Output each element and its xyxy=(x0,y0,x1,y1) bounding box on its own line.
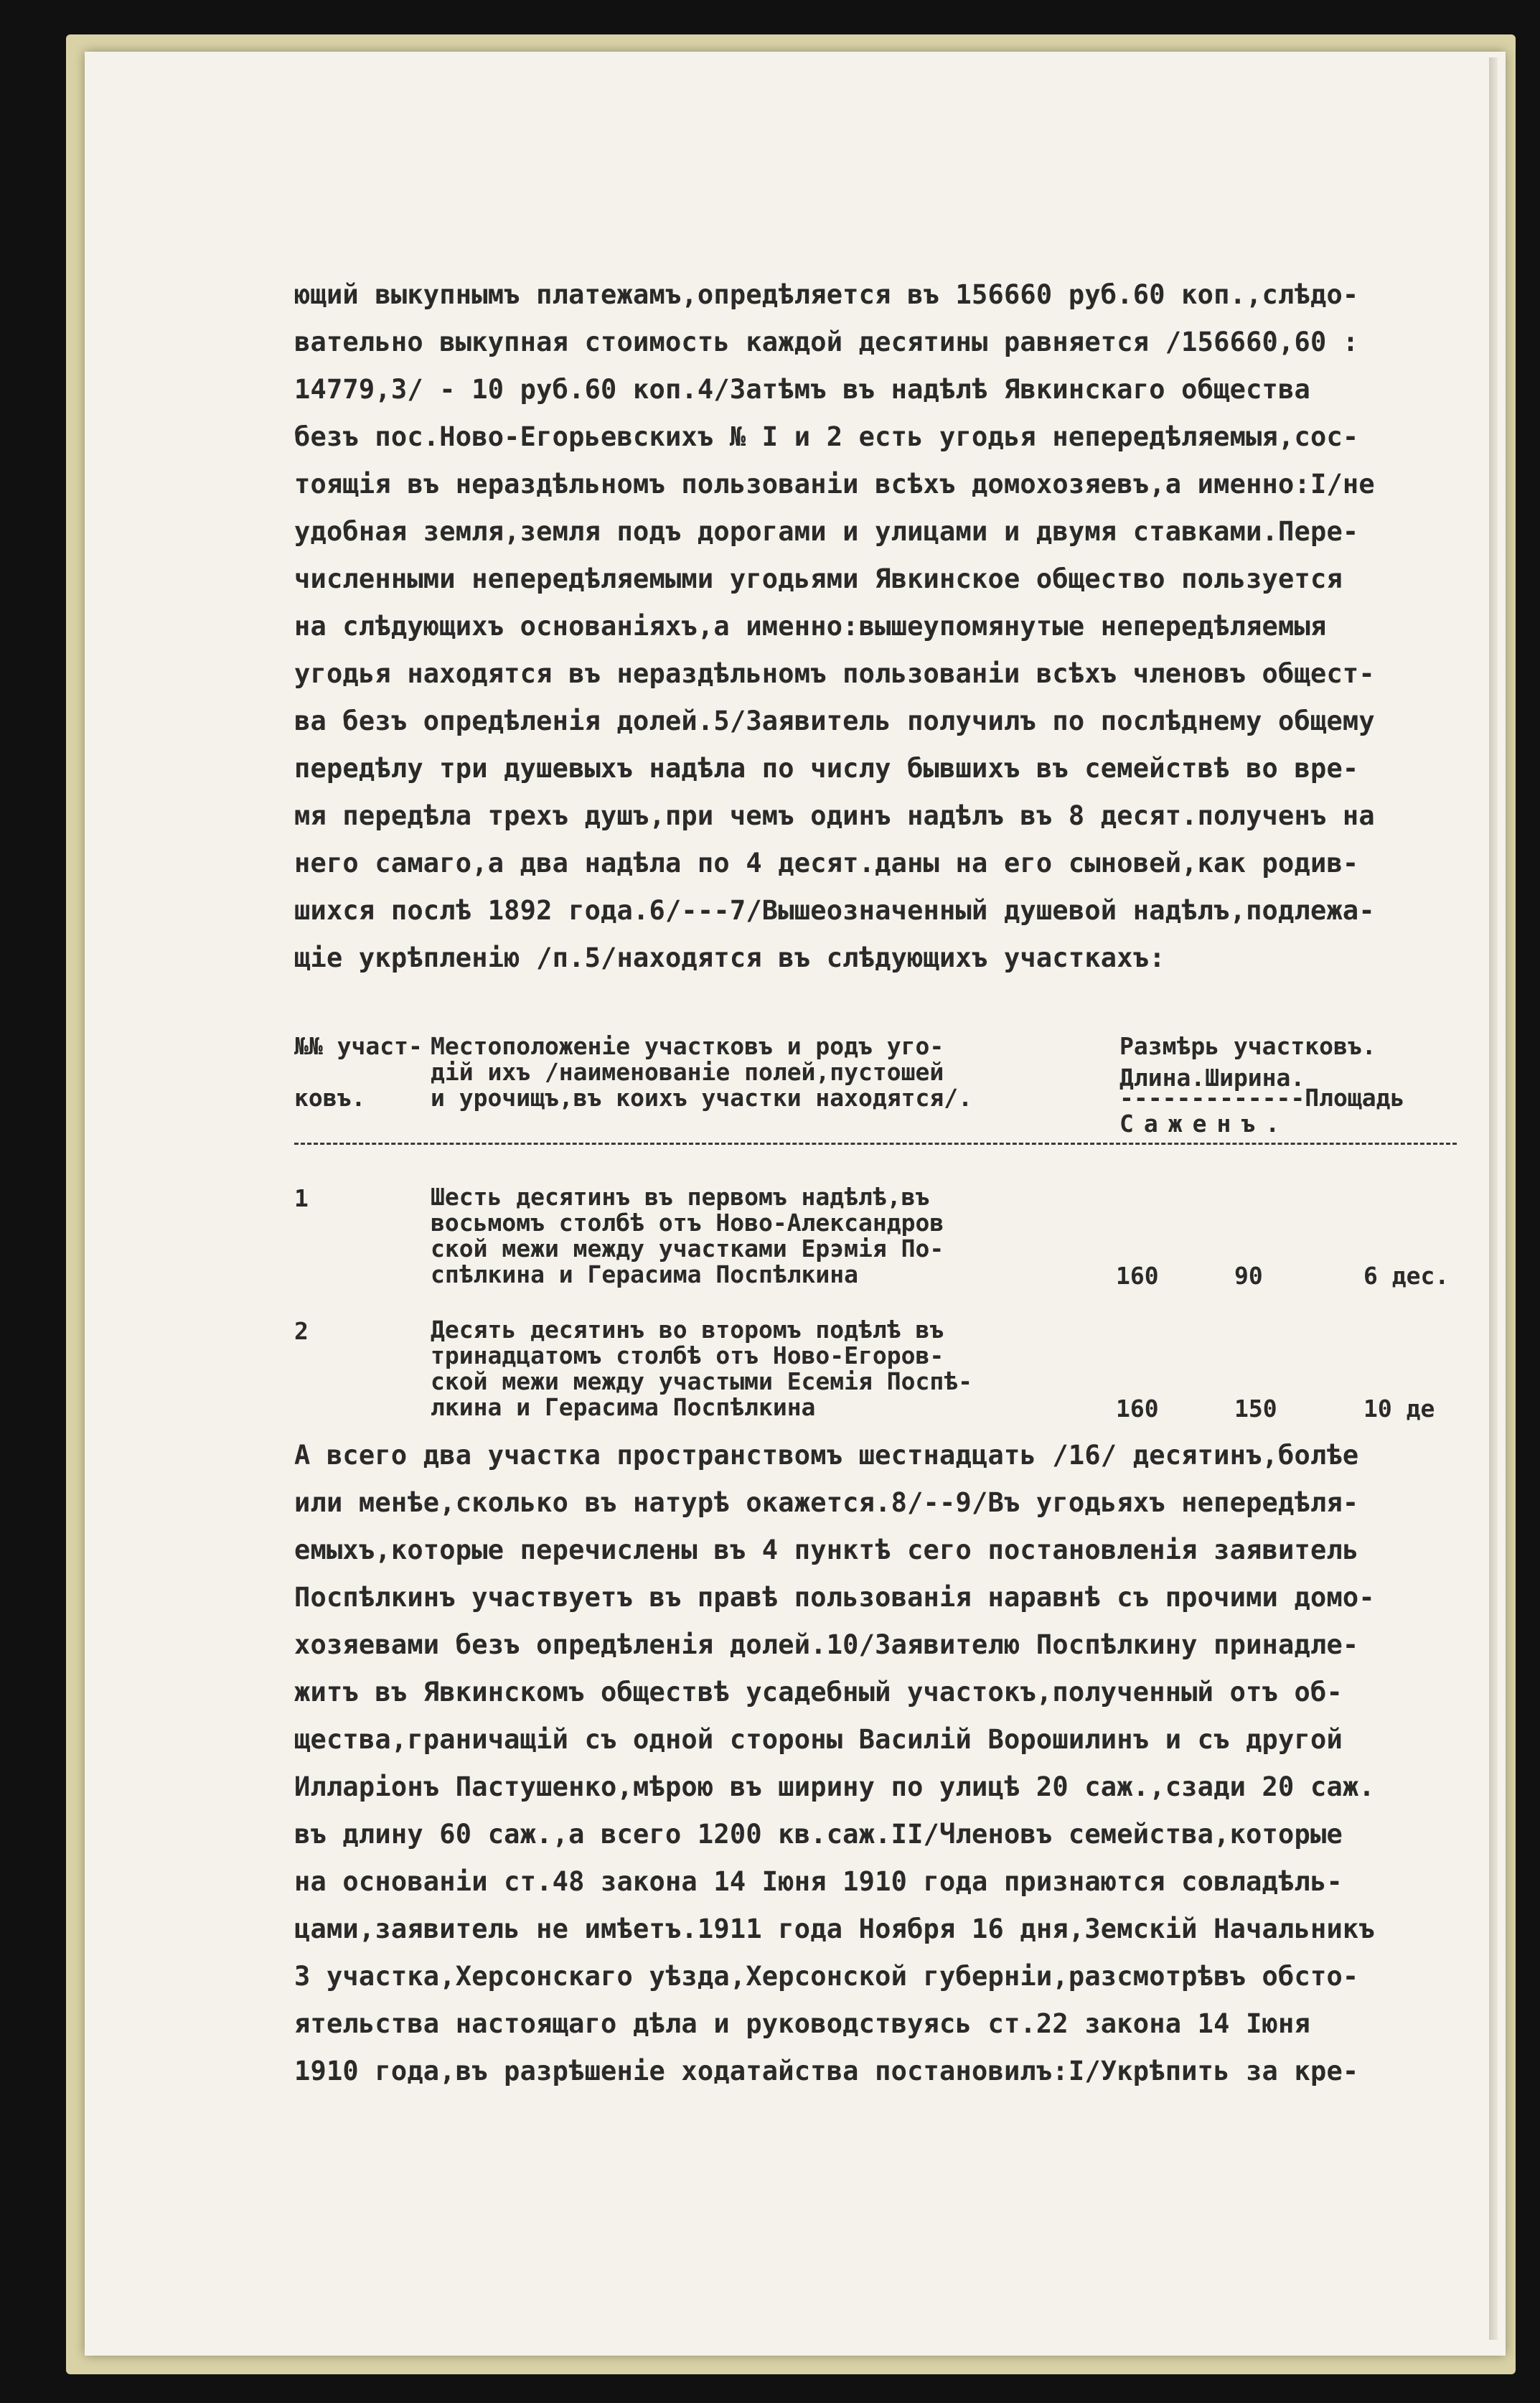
text-line: на основаніи ст.48 закона 14 Іюня 1910 года признаются совладѣль- xyxy=(294,1866,1343,1897)
row-area: 10 де xyxy=(1363,1395,1435,1423)
text-line: него самаго,а два надѣла по 4 десят.даны на его сыновей,как родив- xyxy=(294,848,1359,879)
text-line: мя передѣла трехъ душъ,при чемъ одинъ надѣлъ въ 8 десят.полученъ на xyxy=(294,800,1375,831)
text-line: угодья находятся въ нераздѣльномъ пользованіи всѣхъ членовъ общест- xyxy=(294,658,1375,689)
header-text: дій ихъ /наименованіе полей,пустошей xyxy=(431,1058,944,1086)
table-row xyxy=(294,1317,1471,1446)
text-line: удобная земля,земля подъ дорогами и улицами и двумя ставками.Пере- xyxy=(294,516,1359,547)
text-line: безъ пос.Ново-Егорьевскихъ № I и 2 есть угодья непередѣляемыя,сос- xyxy=(294,421,1359,452)
row-length: 160 xyxy=(1116,1395,1159,1423)
description-line: восьмомъ столбѣ отъ Ново-Александров xyxy=(431,1209,944,1237)
description-line: ской межи между участками Ерэмія По- xyxy=(431,1235,944,1263)
page-edge xyxy=(1489,57,1498,2340)
body-text-bottom xyxy=(294,1432,1471,2095)
text-line: 3 участка,Херсонскаго уѣзда,Херсонской губерніи,разсмотрѣвъ обсто- xyxy=(294,1961,1359,1992)
description-line: спѣлкина и Герасима Поспѣлкина xyxy=(431,1260,859,1288)
text-line: ва безъ опредѣленія долей.5/Заявитель получилъ по послѣднему общему xyxy=(294,706,1375,736)
text-line: ятельства настоящаго дѣла и руководствуясь ст.22 закона 14 Іюня xyxy=(294,2008,1310,2039)
description-line: Шесть десятинъ въ первомъ надѣлѣ,въ xyxy=(431,1183,930,1211)
row-width: 150 xyxy=(1234,1395,1277,1423)
header-area: -------------Площадь xyxy=(1119,1084,1405,1112)
row-description xyxy=(431,1184,1112,1288)
header-plot-number xyxy=(294,1034,431,1111)
row-area: 6 дес. xyxy=(1363,1262,1450,1290)
text-line: въ длину 60 саж.,а всего 1200 кв.саж.II/Членовъ семейства,которые xyxy=(294,1819,1343,1850)
header-unit: Саженъ. xyxy=(1119,1110,1290,1138)
text-line: 1910 года,въ разрѣшеніе ходатайства постановилъ:I/Укрѣпить за кре- xyxy=(294,2056,1359,2086)
text-line: А всего два участка пространствомъ шестнадцать /16/ десятинъ,болѣе xyxy=(294,1440,1359,1471)
text-line: ющий выкупнымъ платежамъ,опредѣляется въ 156660 руб.60 коп.,слѣдо- xyxy=(294,279,1359,310)
text-line: Поспѣлкинъ участвуетъ въ правѣ пользованія наравнѣ съ прочими домо- xyxy=(294,1582,1375,1613)
text-line: 14779,3/ - 10 руб.60 коп.4/Затѣмъ въ надѣлѣ Явкинскаго общества xyxy=(294,374,1310,405)
header-text: и урочищъ,въ коихъ участки находятся/. xyxy=(431,1084,972,1112)
header-location xyxy=(431,1034,1148,1111)
header-plot-size: Размѣрь участковъ. xyxy=(1119,1032,1376,1060)
header-text: №№ участ- xyxy=(294,1032,423,1060)
row-number: 1 xyxy=(294,1184,309,1212)
description-line: ской межи между участыми Есемія Поспѣ- xyxy=(431,1367,972,1395)
description-line: Десять десятинъ во второмъ подѣлѣ въ xyxy=(431,1316,944,1344)
row-number: 2 xyxy=(294,1317,309,1345)
header-text: Местоположеніе участковъ и родъ уго- xyxy=(431,1032,944,1060)
text-line: щества,граничащій съ одной стороны Василій Ворошилинъ и съ другой xyxy=(294,1724,1343,1755)
row-description xyxy=(431,1317,1112,1420)
table-header xyxy=(294,1034,1471,1141)
text-line: шихся послѣ 1892 года.6/---7/Вышеозначенный душевой надѣлъ,подлежа- xyxy=(294,895,1375,926)
text-line: вательно выкупная стоимость каждой десятины равняется /156660,60 : xyxy=(294,327,1359,357)
text-line: хозяевами безъ опредѣленія долей.10/Заявителю Поспѣлкину принадле- xyxy=(294,1629,1359,1660)
header-text xyxy=(294,1059,431,1085)
text-line: численными непередѣляемыми угодьями Явкинское общество пользуется xyxy=(294,563,1343,594)
description-line: тринадцатомъ столбѣ отъ Ново-Егоров- xyxy=(431,1341,944,1369)
row-width: 90 xyxy=(1234,1262,1263,1290)
text-line: цами,заявитель не имѣетъ.1911 года Ноября 16 дня,Земскій Начальникъ xyxy=(294,1914,1375,1944)
text-line: житъ въ Явкинскомъ обществѣ усадебный участокъ,полученный отъ об- xyxy=(294,1677,1343,1708)
description-line: лкина и Герасима Поспѣлкина xyxy=(431,1393,816,1421)
row-length: 160 xyxy=(1116,1262,1159,1290)
text-line: Илларіонъ Пастушенко,мѣрою въ ширину по улицѣ 20 саж.,сзади 20 саж. xyxy=(294,1771,1375,1802)
header-text: ковъ. xyxy=(294,1084,366,1112)
text-line: передѣлу три душевыхъ надѣла по числу бывшихъ въ семействѣ во вре- xyxy=(294,753,1359,784)
text-line: щіе укрѣпленію /п.5/находятся въ слѣдующихъ участкахъ: xyxy=(294,942,1165,973)
text-line: емыхъ,которые перечислены въ 4 пунктѣ сего постановленія заявитель xyxy=(294,1535,1359,1565)
table-row xyxy=(294,1184,1471,1313)
text-line: тоящія въ нераздѣльномъ пользованіи всѣхъ домохозяевъ,а именно:I/не xyxy=(294,469,1375,500)
body-text-top xyxy=(294,271,1471,982)
text-line: или менѣе,сколько въ натурѣ окажется.8/--9/Въ угодьяхъ непередѣля- xyxy=(294,1487,1359,1518)
header-length-width: Длина.Ширина. xyxy=(1119,1064,1305,1092)
text-line: на слѣдующихъ основаніяхъ,а именно:вышеупомянутые непередѣляемыя xyxy=(294,611,1327,642)
table-rule xyxy=(294,1143,1457,1145)
